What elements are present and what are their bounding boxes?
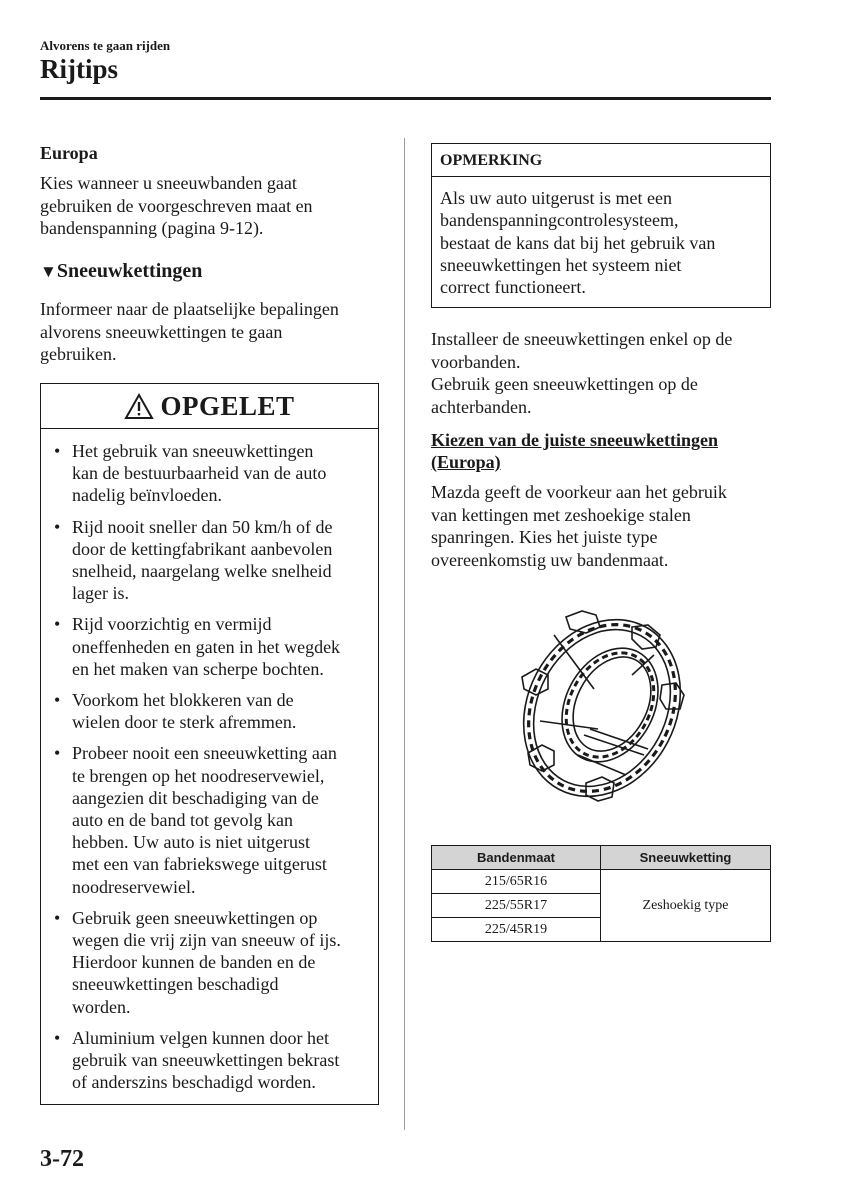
- caution-list: [41, 429, 378, 1093]
- page-title: Rijtips: [40, 54, 119, 84]
- install-text: Installeer de sneeuwkettingen enkel op de voorbanden. Gebruik geen sneeuwkettingen op de achterbanden.: [431, 329, 733, 417]
- table-header-snow-chain: Sneeuwketting: [601, 846, 771, 870]
- tire-size-table: [431, 845, 771, 942]
- bullet-icon: •: [54, 516, 61, 537]
- caution-title: OPGELET: [160, 390, 295, 421]
- table-cell-tire-size: 225/45R19: [432, 918, 601, 942]
- bullet-icon: •: [54, 441, 61, 461]
- caution-item: • Probeer nooit een sneeuwketting aan te brengen op het noodreservewiel, aangezien dit beschadiging van de auto en de band tot gevolg kan hebben. Uw auto is niet uitgerust met een van fabriekswege uitgerust noodreservewiel.: [54, 743, 337, 897]
- warning-triangle-icon: [124, 393, 154, 420]
- breadcrumb: Alvorens te gaan rijden: [40, 38, 171, 53]
- caution-item: • Het gebruik van sneeuwkettingen kan de bestuurbaarheid van de auto nadelig beïnvloeden.: [54, 441, 327, 506]
- caution-item: • Rijd nooit sneller dan 50 km/h of de door de kettingfabrikant aanbevolen snelheid, naargelang welke snelheid lager is.: [54, 516, 333, 604]
- table-cell-tire-size: 225/55R17: [432, 894, 601, 918]
- caution-item: • Voorkom het blokkeren van de wielen door te sterk afremmen.: [54, 690, 297, 733]
- caution-item: • Gebruik geen sneeuwkettingen op wegen die vrij zijn van sneeuw of ijs. Hierdoor kunnen de banden en de sneeuwkettingen beschadigd worden.: [54, 907, 341, 1017]
- chains-intro: Informeer naar de plaatselijke bepalingen alvorens sneeuwkettingen te gaan gebruiken.: [40, 299, 339, 364]
- europe-text: Kies wanneer u sneeuwbanden gaat gebruiken de voorgeschreven maat en bandenspanning (pagina 9-12).: [40, 173, 313, 238]
- caution-header: [41, 384, 378, 429]
- table-cell-chain-type: Zeshoekig type: [601, 870, 771, 942]
- table-cell-tire-size: 215/65R16: [432, 870, 601, 894]
- column-divider: [404, 138, 405, 1130]
- bullet-icon: •: [54, 743, 61, 764]
- table-row: [432, 870, 771, 894]
- note-box: [431, 143, 771, 308]
- section-heading-snow-chains: ▼Sneeuwkettingen: [40, 260, 203, 282]
- note-title: OPMERKING: [432, 144, 770, 177]
- caution-box: [40, 383, 379, 1105]
- bullet-icon: •: [54, 907, 61, 928]
- bullet-icon: •: [54, 690, 61, 711]
- title-rule: [40, 97, 771, 100]
- choose-chains-text: Mazda geeft de voorkeur aan het gebruik van kettingen met zeshoekige stalen spanringen. Kies het juiste type overeenkomstig uw bandenmaat.: [431, 482, 727, 570]
- snow-chain-tire-icon: [514, 605, 694, 805]
- caution-item: • Rijd voorzichtig en vermijd oneffenheden en gaten in het wegdek en het maken van scherpe bochten.: [54, 614, 341, 679]
- europe-heading: Europa: [40, 143, 98, 163]
- choose-chains-heading: Kiezen van de juiste sneeuwkettingen (Europa): [431, 430, 718, 472]
- caution-item: • Aluminium velgen kunnen door het gebruik van sneeuwkettingen bekrast of anderszins beschadigd worden.: [54, 1027, 340, 1093]
- bullet-icon: •: [54, 614, 61, 635]
- note-body: Als uw auto uitgerust is met een bandenspanningcontrolesysteem, bestaat de kans dat bij het gebruik van sneeuwkettingen het systeem niet correct functioneert.: [440, 188, 716, 298]
- page-number: 3-72: [40, 1146, 84, 1172]
- triangle-down-icon: ▼: [40, 262, 57, 281]
- table-header-tire-size: Bandenmaat: [432, 846, 601, 870]
- bullet-icon: •: [54, 1027, 61, 1048]
